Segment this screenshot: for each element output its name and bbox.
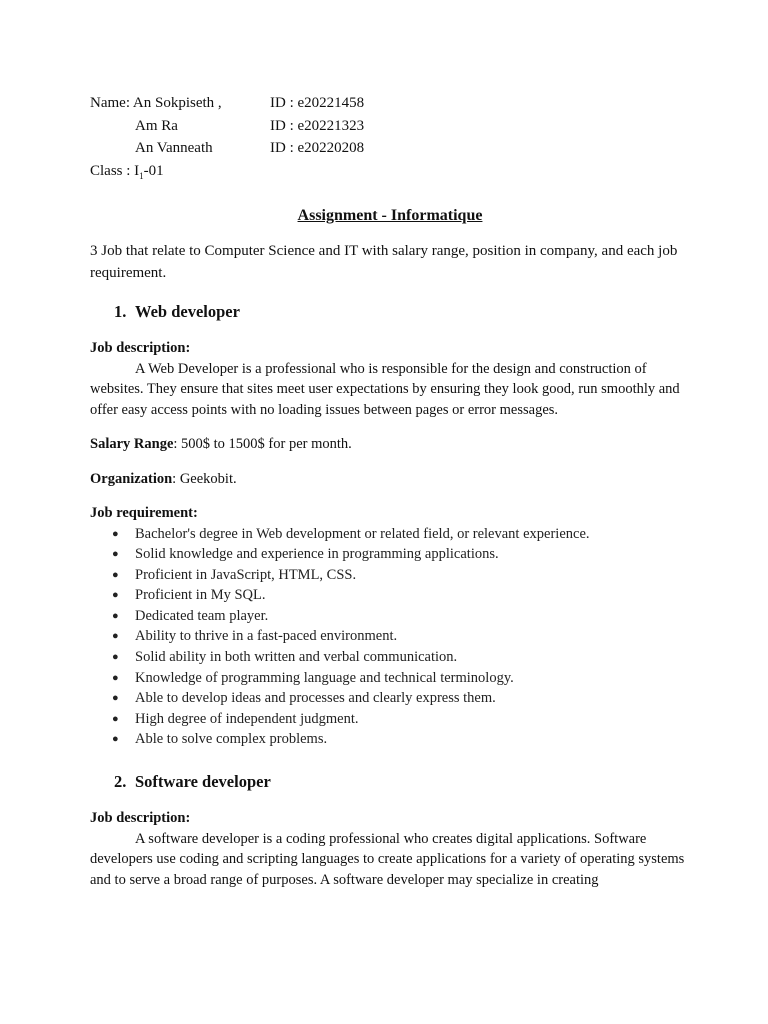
bullet-icon: ● xyxy=(112,630,119,643)
name-label: Name: xyxy=(90,95,133,111)
section-number: 1. xyxy=(114,302,127,321)
bullet-icon: ● xyxy=(112,692,119,705)
job-description-text: A software developer is a coding professional who creates digital applications. Software developers use coding and scripting languages to create applications for a variety of operating systems and to serve a broad range of purposes. A software developer may specialize in creating xyxy=(90,830,685,888)
requirement-list xyxy=(90,524,690,751)
author-header xyxy=(90,92,690,182)
job-requirement-block xyxy=(90,503,690,750)
list-item: ● Proficient in My SQL. xyxy=(90,585,690,606)
organization-value: : Geekobit. xyxy=(172,470,237,487)
job-description-text: A Web Developer is a professional who is responsible for the design and construction of websites. They ensure that sites meet user expectations by ensuring they look good, run smoothly and offer easy access points with no loading issues between pages or error messages. xyxy=(90,360,680,418)
bullet-icon: ● xyxy=(112,568,119,581)
author-row xyxy=(90,115,690,138)
salary-label: Salary Range xyxy=(90,436,174,452)
class-line xyxy=(90,160,690,183)
section-number: 2. xyxy=(114,772,127,792)
salary-value: : 500$ to 1500$ for per month. xyxy=(173,436,352,452)
bullet-icon: ● xyxy=(112,733,119,746)
job-description-block xyxy=(90,338,690,420)
student-id: ID : e20221458 xyxy=(270,95,365,111)
section-title: Web developer xyxy=(135,302,240,321)
section-heading xyxy=(114,300,690,324)
organization-line xyxy=(90,469,690,490)
student-id: ID : e20220208 xyxy=(270,140,365,156)
bullet-icon: ● xyxy=(112,651,119,664)
class-suffix: -01 xyxy=(143,162,164,179)
student-id: ID : e20221323 xyxy=(270,117,365,134)
salary-line xyxy=(90,434,690,455)
author-name: An Sokpiseth , xyxy=(132,95,222,111)
organization-label: Organization xyxy=(90,470,173,487)
list-item: ● Bachelor's degree in Web development or related field, or relevant experience. xyxy=(90,524,690,545)
bullet-icon: ● xyxy=(112,527,119,540)
intro-paragraph: 3 Job that relate to Computer Science and IT with salary range, position in company, and each job requirement. xyxy=(90,243,678,281)
job-description-label: Job description: xyxy=(90,340,191,356)
section-title: Software developer xyxy=(135,772,271,792)
author-row xyxy=(90,92,690,115)
list-item: ● High degree of independent judgment. xyxy=(90,709,690,730)
job-requirement-label: Job requirement: xyxy=(90,505,198,521)
job-description-block xyxy=(90,808,690,890)
author-name: Am Ra xyxy=(135,117,178,134)
class-subscript: 1 xyxy=(139,170,144,181)
list-item: ● Dedicated team player. xyxy=(90,606,690,627)
author-name: An Vanneath xyxy=(135,140,213,156)
class-label: Class : I xyxy=(90,162,140,179)
bullet-icon: ● xyxy=(112,671,119,684)
list-item: ● Solid ability in both written and verbal communication. xyxy=(90,647,690,668)
list-item: ● Ability to thrive in a fast-paced environment. xyxy=(90,626,690,647)
list-item: ● Solid knowledge and experience in programming applications. xyxy=(90,544,690,565)
bullet-icon: ● xyxy=(112,589,119,602)
document-page xyxy=(90,92,690,890)
list-item: ● Knowledge of programming language and technical terminology. xyxy=(90,668,690,689)
author-row xyxy=(90,137,690,160)
list-item: ● Proficient in JavaScript, HTML, CSS. xyxy=(90,565,690,586)
bullet-icon: ● xyxy=(112,712,119,725)
section-heading xyxy=(114,770,690,794)
job-description-label: Job description: xyxy=(90,810,191,827)
bullet-icon: ● xyxy=(112,609,119,622)
list-item: ● Able to develop ideas and processes and clearly express them. xyxy=(90,688,690,709)
list-item: ● Able to solve complex problems. xyxy=(90,729,690,750)
document-title: Assignment - Informatique xyxy=(297,207,483,224)
bullet-icon: ● xyxy=(112,548,119,561)
